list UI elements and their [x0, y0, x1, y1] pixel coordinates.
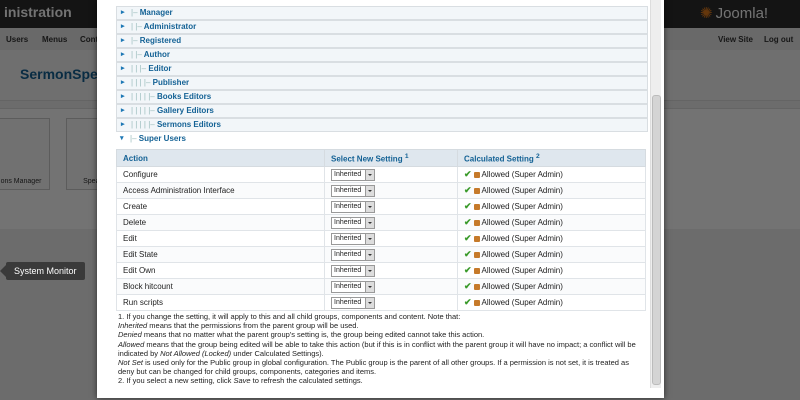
table-row: [117, 247, 646, 263]
setting-select-cell: [325, 199, 458, 215]
lock-icon: [474, 204, 480, 210]
calculated-setting-cell: [458, 183, 646, 199]
setting-select-cell: [325, 231, 458, 247]
calculated-setting-cell: [458, 215, 646, 231]
group-editor[interactable]: ▸ | | |– Editor: [116, 62, 648, 76]
table-row: [117, 295, 646, 311]
expand-arrow-icon: ▸: [121, 79, 125, 86]
group-manager[interactable]: ▸ |– Manager: [116, 6, 648, 20]
collapse-arrow-icon: ▾: [120, 135, 124, 142]
calculated-setting: Allowed (Super Admin): [481, 186, 563, 195]
lock-icon: [474, 284, 480, 290]
col-action: Action: [117, 150, 325, 167]
group-label: Publisher: [152, 78, 190, 87]
lock-icon: [474, 236, 480, 242]
check-icon: ✔: [464, 265, 472, 275]
setting-select-cell: [325, 295, 458, 311]
table-row: [117, 167, 646, 183]
calculated-setting-cell: [458, 263, 646, 279]
setting-select[interactable]: Inherited: [331, 249, 375, 261]
system-monitor-tooltip: System Monitor: [6, 262, 85, 280]
calculated-setting-cell: [458, 199, 646, 215]
expand-arrow-icon: ▸: [121, 93, 125, 100]
dropdown-arrow-icon: [365, 170, 374, 180]
permissions-table: [116, 149, 646, 311]
calculated-setting: Allowed (Super Admin): [481, 218, 563, 227]
dropdown-arrow-icon: [365, 218, 374, 228]
expand-arrow-icon: ▸: [121, 37, 125, 44]
check-icon: ✔: [464, 185, 472, 195]
col-select-new-setting: Select New Setting $^1$: [325, 150, 458, 167]
group-label: Administrator: [143, 22, 197, 31]
setting-select[interactable]: Inherited: [331, 217, 375, 229]
setting-select[interactable]: Inherited: [331, 201, 375, 213]
expand-arrow-icon: ▸: [121, 23, 125, 30]
note-2: 2. If you select a new setting, click Save to refresh the calculated settings.: [118, 376, 363, 386]
check-icon: ✔: [464, 217, 472, 227]
action-label: Edit Own: [117, 263, 325, 279]
group-registered[interactable]: ▸ |– Registered: [116, 34, 648, 48]
lock-icon: [474, 220, 480, 226]
setting-select-cell: [325, 215, 458, 231]
calculated-setting: Allowed (Super Admin): [481, 202, 563, 211]
action-label: Create: [117, 199, 325, 215]
setting-select[interactable]: Inherited: [331, 297, 375, 309]
check-icon: ✔: [464, 281, 472, 291]
note-1: 1. If you change the setting, it will apply to this and all child groups, components and content. Note that:: [118, 312, 461, 321]
dropdown-arrow-icon: [365, 298, 374, 308]
calculated-setting: Allowed (Super Admin): [481, 298, 563, 307]
expand-arrow-icon: ▸: [121, 51, 125, 58]
calculated-setting-cell: [458, 167, 646, 183]
table-row: [117, 215, 646, 231]
setting-select-cell: [325, 279, 458, 295]
setting-select[interactable]: Inherited: [331, 281, 375, 293]
action-label: Delete: [117, 215, 325, 231]
check-icon: ✔: [464, 169, 472, 179]
dropdown-arrow-icon: [365, 282, 374, 292]
calculated-setting-cell: [458, 279, 646, 295]
table-row: [117, 279, 646, 295]
setting-select-cell: [325, 167, 458, 183]
setting-select-cell: [325, 247, 458, 263]
group-administrator[interactable]: ▸ | |– Administrator: [116, 20, 648, 34]
action-label: Edit State: [117, 247, 325, 263]
calculated-setting-cell: [458, 247, 646, 263]
table-row: [117, 199, 646, 215]
check-icon: ✔: [464, 201, 472, 211]
check-icon: ✔: [464, 297, 472, 307]
permission-notes: [118, 312, 644, 386]
lock-icon: [474, 268, 480, 274]
action-label: Block hitcount: [117, 279, 325, 295]
group-label: Super Users: [138, 134, 186, 143]
setting-select[interactable]: Inherited: [331, 233, 375, 245]
calculated-setting: Allowed (Super Admin): [481, 266, 563, 275]
setting-select-cell: [325, 263, 458, 279]
table-row: [117, 263, 646, 279]
lock-icon: [474, 252, 480, 258]
group-sermons-editors[interactable]: ▸ | | | | |– Sermons Editors: [116, 118, 648, 132]
group-author[interactable]: ▸ | |– Author: [116, 48, 648, 62]
group-gallery-editors[interactable]: ▸ | | | | |– Gallery Editors: [116, 104, 648, 118]
group-super-users[interactable]: ▾ |– Super Users: [116, 133, 646, 145]
calculated-setting: Allowed (Super Admin): [481, 170, 563, 179]
setting-select[interactable]: Inherited: [331, 169, 375, 181]
lock-icon: [474, 300, 480, 306]
calculated-setting-cell: [458, 231, 646, 247]
scrollbar-thumb[interactable]: [652, 95, 661, 385]
action-label: Configure: [117, 167, 325, 183]
expand-arrow-icon: ▸: [121, 65, 125, 72]
action-label: Access Administration Interface: [117, 183, 325, 199]
calculated-setting: Allowed (Super Admin): [481, 250, 563, 259]
calculated-setting: Allowed (Super Admin): [481, 234, 563, 243]
table-row: [117, 183, 646, 199]
permissions-panel: [110, 0, 650, 388]
lock-icon: [474, 172, 480, 178]
dropdown-arrow-icon: [365, 234, 374, 244]
check-icon: ✔: [464, 249, 472, 259]
check-icon: ✔: [464, 233, 472, 243]
group-label: Registered: [139, 36, 182, 45]
dropdown-arrow-icon: [365, 202, 374, 212]
dropdown-arrow-icon: [365, 186, 374, 196]
col-calculated-setting: Calculated Setting $^2$: [458, 150, 646, 167]
expand-arrow-icon: ▸: [121, 107, 125, 114]
group-label: Books Editors: [156, 92, 212, 101]
group-label: Editor: [148, 64, 172, 73]
action-label: Run scripts: [117, 295, 325, 311]
lock-icon: [474, 188, 480, 194]
group-books-editors[interactable]: ▸ | | | | |– Books Editors: [116, 90, 648, 104]
group-label: Gallery Editors: [156, 106, 214, 115]
expand-arrow-icon: ▸: [121, 9, 125, 16]
group-publisher[interactable]: ▸ | | | |– Publisher: [116, 76, 648, 90]
note-inherited: Inherited means that the permissions from the parent group will be used.: [118, 321, 359, 331]
note-not-set: Not Set is used only for the Public group in global configuration. The Public group is the parent of all other groups. If a permission is not set, it is treated as deny but can be changed for child groups, components, categories and items.: [118, 358, 629, 377]
dropdown-arrow-icon: [365, 250, 374, 260]
calculated-setting-cell: [458, 295, 646, 311]
setting-select[interactable]: Inherited: [331, 185, 375, 197]
group-label: Manager: [139, 8, 173, 17]
note-allowed: Allowed means that the group being edited will be able to take this action (but if this is in conflict with the parent group it will have no impact; a conflict will be indicated by Not Allowed (Locked) under Calculated Settings).: [118, 339, 636, 358]
action-label: Edit: [117, 231, 325, 247]
note-denied: Denied means that no matter what the parent group's setting is, the group being edited cannot take this action.: [118, 330, 485, 340]
table-row: [117, 231, 646, 247]
group-label: Author: [143, 50, 170, 59]
modal-scrollbar[interactable]: [650, 0, 661, 388]
dropdown-arrow-icon: [365, 266, 374, 276]
expand-arrow-icon: ▸: [121, 121, 125, 128]
setting-select-cell: [325, 183, 458, 199]
calculated-setting: Allowed (Super Admin): [481, 282, 563, 291]
setting-select[interactable]: Inherited: [331, 265, 375, 277]
group-label: Sermons Editors: [156, 120, 221, 129]
